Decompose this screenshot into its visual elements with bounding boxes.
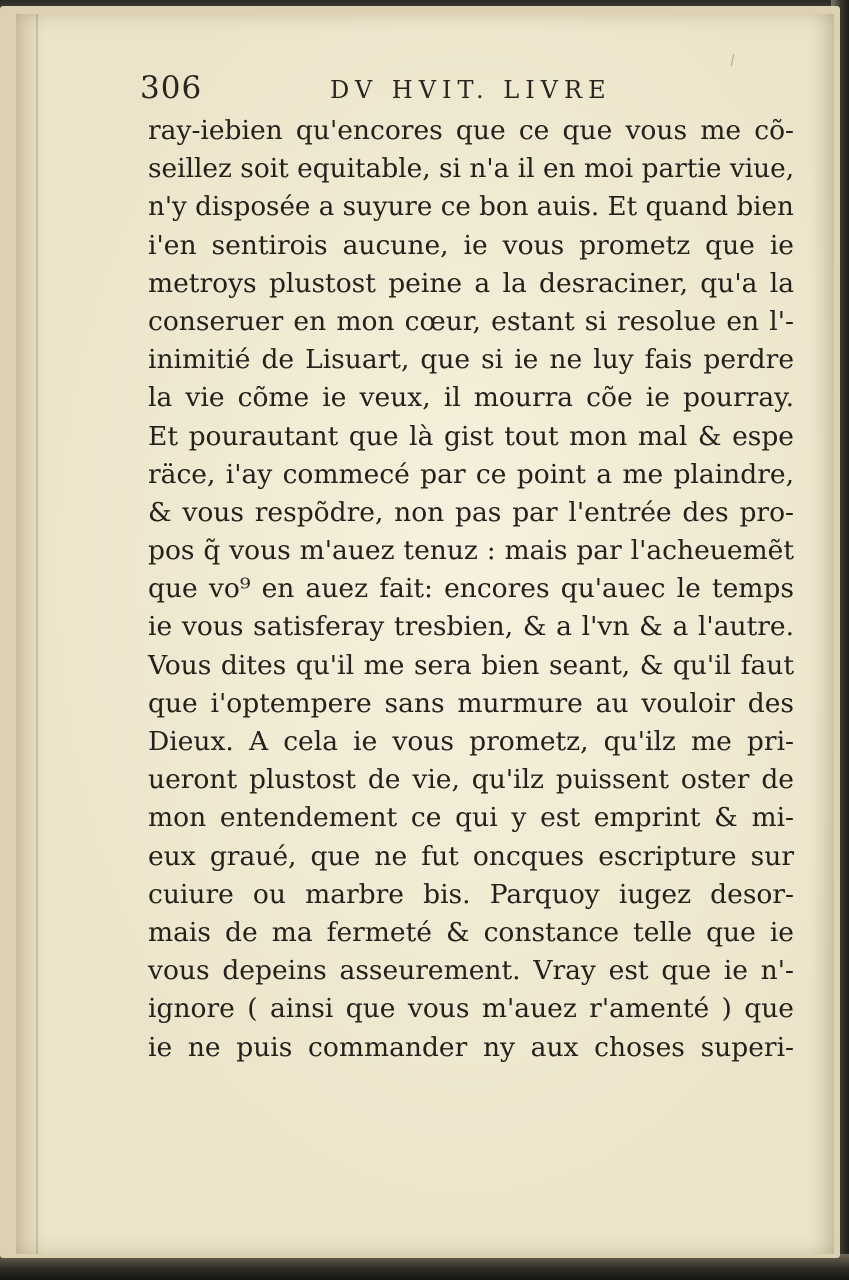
- gutter-shadow: [36, 14, 38, 1254]
- body-text: [148, 112, 794, 1067]
- running-head: [140, 70, 780, 116]
- text-line: vous depeins asseurement. Vray est que ie n'-: [148, 955, 794, 987]
- text-line: eux graué, que ne fut oncques escripture sur: [148, 840, 794, 872]
- text-line: conseruer en mon cœur, estant si resolue en l'-: [148, 305, 794, 337]
- text-line: ueront plustost de vie, qu'ilz puissent oster de: [148, 764, 794, 796]
- text-line: ie ne puis commander ny aux choses superi-: [148, 1031, 794, 1063]
- text-line: i'en sentirois aucune, ie vous prometz que ie: [148, 229, 794, 261]
- text-line: Vous dites qu'il me sera bien seant, & qu'il faut: [148, 649, 794, 681]
- text-line: mais de ma fermeté & constance telle que ie: [148, 916, 794, 948]
- pencil-mark: [731, 54, 734, 66]
- text-line: que i'optempere sans murmure au vouloir des: [148, 687, 794, 719]
- page-number: 306: [140, 70, 203, 106]
- text-line: seillez soit equitable, si n'a il en moi partie viue,: [148, 153, 795, 185]
- text-line: cuiure ou marbre bis. Parquoy iugez desor-: [148, 878, 794, 910]
- text-line: Dieux. A cela ie vous prometz, qu'ilz me pri-: [148, 726, 794, 757]
- text-line: Et pourautant que là gist tout mon mal & espe: [148, 420, 794, 452]
- text-line: que vo⁹ en auez fait: encores qu'auec le temps: [148, 573, 794, 605]
- running-title: DV HVIT. LIVRE: [330, 76, 612, 104]
- text-line: ie vous satisferay tresbien, & a l'vn & a l'autre.: [148, 611, 794, 643]
- text-line: ignore ( ainsi que vous m'auez r'amenté ) que: [148, 993, 794, 1025]
- text-line: pos q̃ vous m'auez tenuz : mais par l'acheuemẽt: [148, 535, 794, 567]
- text-line: räce, i'ay commecé par ce point a me plaindre,: [148, 458, 794, 490]
- text-line: n'y disposée a suyure ce bon auis. Et quand bien: [148, 191, 794, 223]
- text-line: metroys plustost peine a la desraciner, qu'a la: [148, 267, 794, 299]
- text-line: & vous respõdre, non pas par l'entrée des pro-: [148, 496, 794, 528]
- text-line: inimitié de Lisuart, que si ie ne luy fais perdre: [148, 344, 794, 376]
- text-line: ray-iebien qu'encores que ce que vous me cõ-: [148, 115, 794, 146]
- text-line: mon entendement ce qui y est emprint & mi-: [148, 802, 794, 834]
- text-line: la vie cõme ie veux, il mourra cõe ie pourray.: [148, 382, 794, 414]
